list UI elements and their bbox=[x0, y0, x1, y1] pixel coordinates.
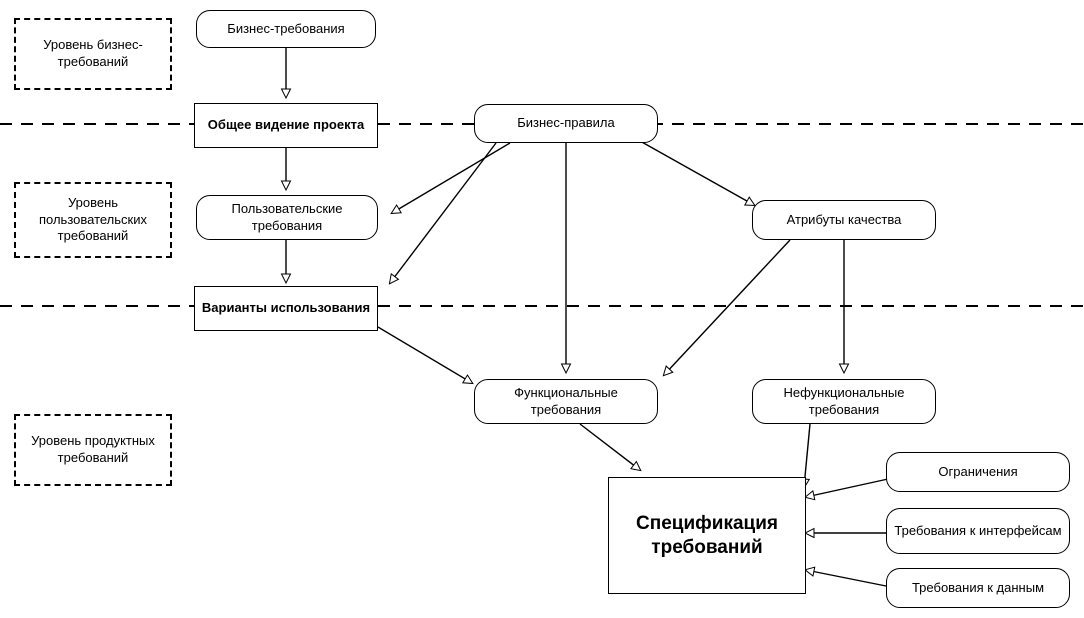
node-label-functional-requirements: Функциональные требования bbox=[514, 385, 618, 417]
edge-usecases-to-functional bbox=[378, 327, 472, 383]
edge-quality-to-functional bbox=[664, 240, 790, 375]
node-business-rules[interactable] bbox=[474, 104, 658, 143]
node-project-vision[interactable] bbox=[194, 103, 378, 148]
node-nonfunctional-requirements[interactable] bbox=[752, 379, 936, 424]
level-label-product: Уровень продуктных требований bbox=[31, 433, 155, 465]
node-label-project-vision: Общее видение проекта bbox=[207, 117, 365, 133]
node-label-constraints: Ограничения bbox=[938, 463, 1018, 479]
level-box-user bbox=[14, 182, 172, 258]
edge-data-to-spec bbox=[806, 570, 886, 586]
node-business-requirements[interactable] bbox=[196, 10, 376, 48]
node-label-quality-attributes: Атрибуты качества bbox=[786, 211, 902, 227]
node-requirements-specification[interactable] bbox=[608, 477, 806, 594]
node-label-requirements-specification: Спецификация требований bbox=[636, 512, 778, 558]
node-quality-attributes[interactable] bbox=[752, 200, 936, 240]
node-label-data-requirements: Требования к данным bbox=[911, 579, 1045, 595]
node-label-user-requirements: Пользовательские требования bbox=[231, 201, 343, 233]
node-label-nonfunctional-requirements: Нефункциональные требования bbox=[783, 385, 905, 417]
node-interface-requirements[interactable] bbox=[886, 508, 1070, 554]
level-label-business: Уровень бизнес-требований bbox=[43, 37, 143, 69]
level-box-product bbox=[14, 414, 172, 486]
node-data-requirements[interactable] bbox=[886, 568, 1070, 608]
node-user-requirements[interactable] bbox=[196, 195, 378, 240]
edge-constraints-to-spec bbox=[806, 479, 888, 497]
node-use-cases[interactable] bbox=[194, 286, 378, 331]
edge-functional-to-spec bbox=[580, 424, 640, 470]
node-constraints[interactable] bbox=[886, 452, 1070, 492]
level-label-user: Уровень пользовательских требований bbox=[38, 194, 147, 244]
node-label-business-requirements: Бизнес-требования bbox=[227, 20, 345, 36]
node-label-business-rules: Бизнес-правила bbox=[517, 115, 615, 131]
level-box-business bbox=[14, 18, 172, 90]
node-label-use-cases: Варианты использования bbox=[201, 300, 371, 316]
node-functional-requirements[interactable] bbox=[474, 379, 658, 424]
node-label-interface-requirements: Требования к интерфейсам bbox=[894, 522, 1062, 538]
edge-rules-to-usecases bbox=[390, 143, 496, 283]
edge-rules-to-quality bbox=[640, 141, 754, 205]
